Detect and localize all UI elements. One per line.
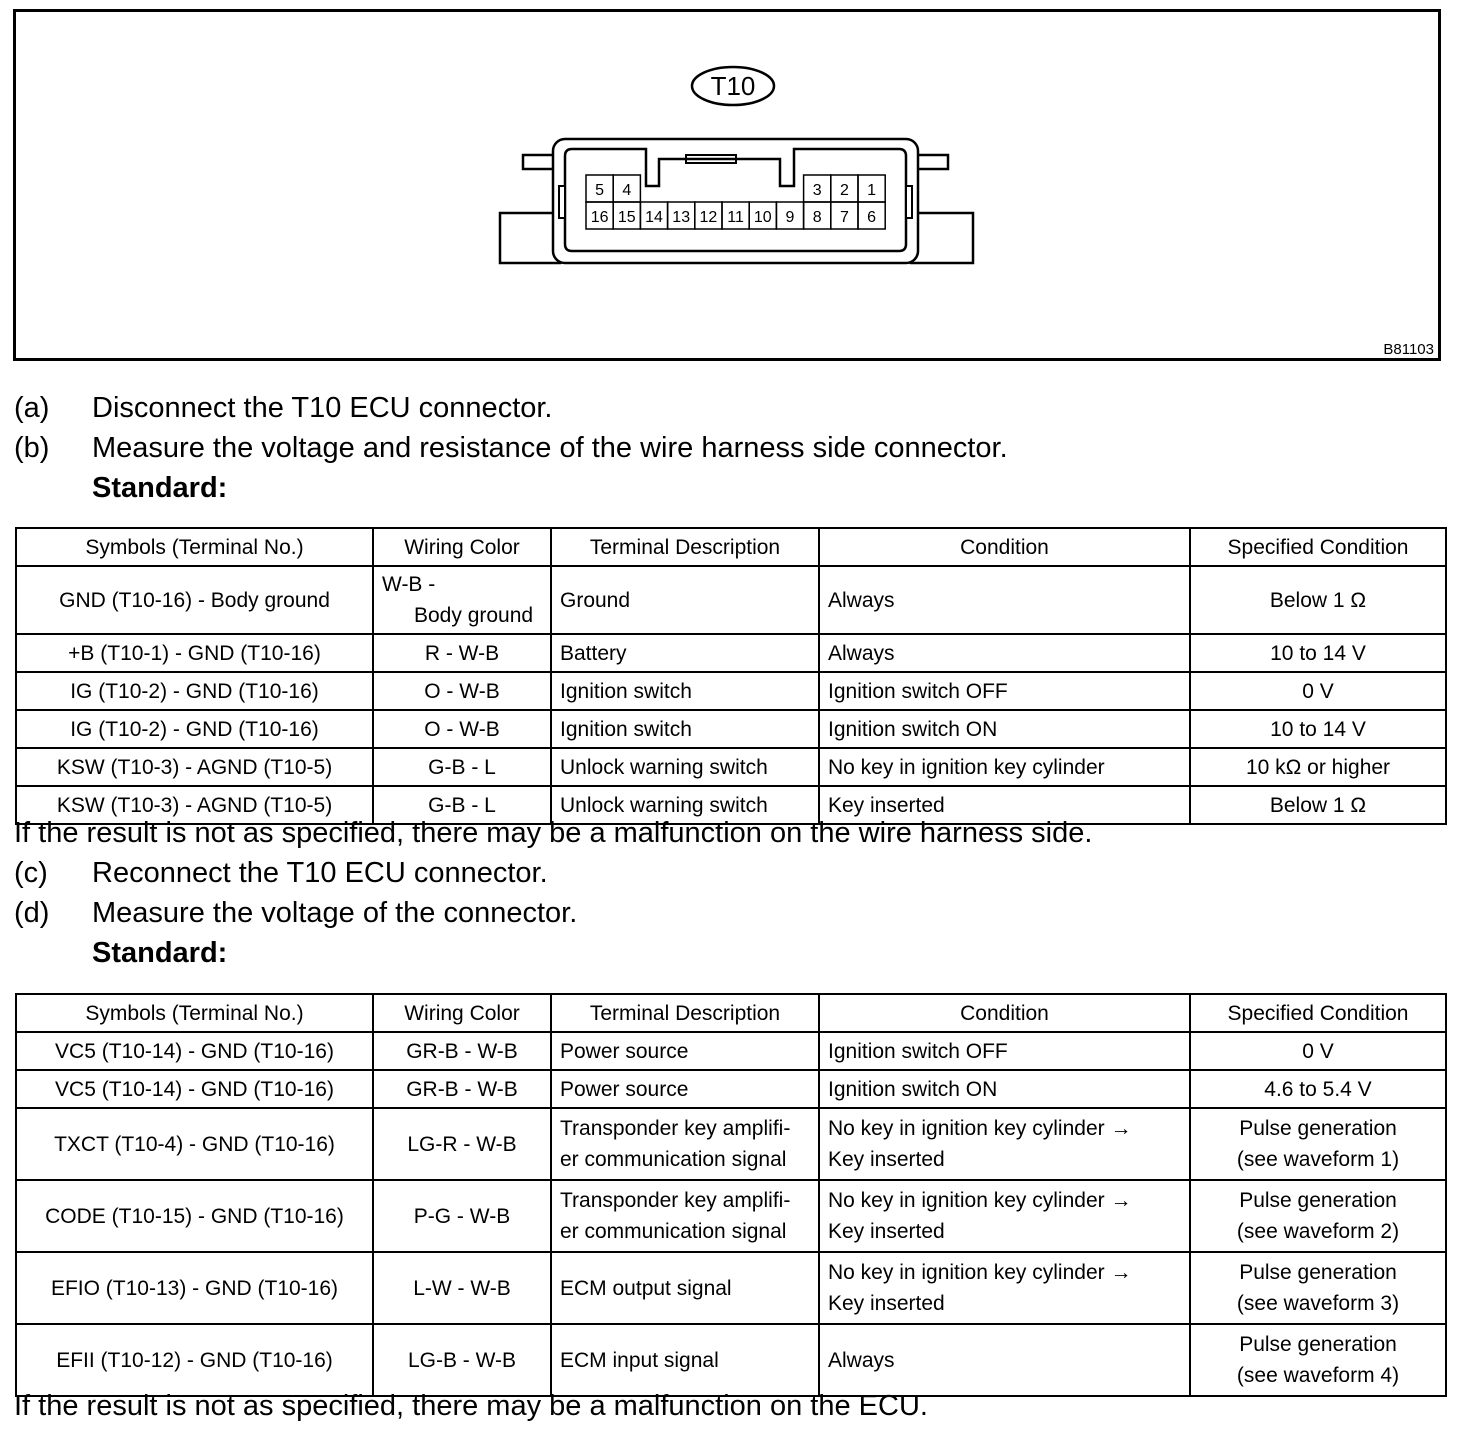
cell-spec-line2: (see waveform 3) bbox=[1236, 1292, 1400, 1315]
cell-symbol: IG (T10-2) - GND (T10-16) bbox=[16, 672, 373, 710]
cell-condition-line1: Ignition switch OFF bbox=[828, 1039, 1008, 1063]
cell-symbol: GND (T10-16) - Body ground bbox=[16, 566, 373, 634]
cell-symbol bbox=[16, 1180, 373, 1252]
step-c bbox=[14, 857, 548, 890]
pin-6: 6 bbox=[867, 209, 877, 226]
step-b-letter: (b) bbox=[14, 432, 50, 464]
cell-spec: Below 1 Ω bbox=[1190, 786, 1446, 824]
pin-14: 14 bbox=[645, 209, 663, 226]
cell-wiring-color-line1: W-B - bbox=[382, 573, 436, 596]
step-b-text: Measure the voltage and resistance of the wire harness side connector. bbox=[92, 432, 1008, 464]
header-condition: Condition bbox=[819, 994, 1190, 1032]
cell-condition-line1: No key in ignition key cylinder → bbox=[828, 1261, 1132, 1284]
cell-description: Ignition switch bbox=[551, 710, 819, 748]
table-header-row bbox=[16, 994, 1446, 1032]
cell-condition: Always bbox=[819, 634, 1190, 672]
cell-wiring-color bbox=[373, 1108, 551, 1180]
cell-symbol-line1: EFII (T10-12) - GND (T10-16) bbox=[56, 1348, 333, 1372]
cell-spec: Below 1 Ω bbox=[1190, 566, 1446, 634]
cell-spec-line2: (see waveform 4) bbox=[1236, 1364, 1400, 1387]
cell-description bbox=[551, 1180, 819, 1252]
connector-drawing bbox=[16, 12, 1438, 358]
cell-spec-line1: 0 V bbox=[1302, 1039, 1334, 1063]
cell-spec bbox=[1190, 1108, 1446, 1180]
standard-label-1: Standard: bbox=[92, 472, 228, 504]
pin-9: 9 bbox=[785, 209, 795, 226]
table-row bbox=[16, 672, 1446, 710]
cell-symbol-line1: VC5 (T10-14) - GND (T10-16) bbox=[55, 1077, 334, 1101]
cell-condition-line1: No key in ignition key cylinder → bbox=[828, 1117, 1132, 1140]
cell-description-line1: Transponder key amplifi- bbox=[560, 1117, 791, 1140]
cell-condition-line1: No key in ignition key cylinder → bbox=[828, 1189, 1132, 1212]
cell-description bbox=[551, 1252, 819, 1324]
cell-condition: Key inserted bbox=[819, 786, 1190, 824]
step-a-letter: (a) bbox=[14, 392, 50, 424]
cell-condition bbox=[819, 1032, 1190, 1070]
cell-symbol bbox=[16, 1324, 373, 1396]
cell-spec-line2: (see waveform 1) bbox=[1236, 1148, 1400, 1171]
pin-15: 15 bbox=[617, 209, 636, 226]
step-c-text: Reconnect the T10 ECU connector. bbox=[92, 857, 548, 889]
pin-13: 13 bbox=[672, 209, 691, 226]
cell-description-line2: er communication signal bbox=[560, 1220, 787, 1243]
pin-3: 3 bbox=[812, 182, 822, 199]
step-a bbox=[14, 392, 553, 425]
cell-spec: 10 kΩ or higher bbox=[1190, 748, 1446, 786]
step-c-letter: (c) bbox=[14, 857, 48, 889]
cell-wiring-color-line1: GR-B - W-B bbox=[406, 1077, 518, 1101]
left-wing bbox=[500, 213, 560, 263]
header-symbols: Symbols (Terminal No.) bbox=[16, 994, 373, 1032]
table-row bbox=[16, 1252, 1446, 1324]
ecu-voltage-table bbox=[15, 993, 1447, 1397]
header-specified-condition: Specified Condition bbox=[1190, 528, 1446, 566]
cell-wiring-color: O - W-B bbox=[373, 710, 551, 748]
cell-condition: No key in ignition key cylinder bbox=[819, 748, 1190, 786]
cell-spec bbox=[1190, 1032, 1446, 1070]
right-tab bbox=[916, 155, 948, 169]
harness-spec-table bbox=[15, 527, 1447, 825]
header-terminal-description: Terminal Description bbox=[551, 528, 819, 566]
cell-symbol: +B (T10-1) - GND (T10-16) bbox=[16, 634, 373, 672]
cell-condition: Always bbox=[819, 566, 1190, 634]
cell-condition-line1: Ignition switch ON bbox=[828, 1077, 998, 1101]
cell-wiring-color bbox=[373, 1252, 551, 1324]
cell-description-line1: Power source bbox=[560, 1039, 689, 1063]
cell-wiring-color bbox=[373, 1070, 551, 1108]
cell-spec-line1: Pulse generation bbox=[1239, 1117, 1397, 1140]
pin-2: 2 bbox=[839, 182, 849, 199]
cell-description bbox=[551, 1032, 819, 1070]
cell-spec bbox=[1190, 1324, 1446, 1396]
step-a-text: Disconnect the T10 ECU connector. bbox=[92, 392, 553, 424]
pin-11: 11 bbox=[727, 209, 744, 226]
table-row bbox=[16, 710, 1446, 748]
figure-code: B81103 bbox=[1383, 341, 1434, 358]
cell-spec bbox=[1190, 1070, 1446, 1108]
cell-wiring-color-line1: LG-B - W-B bbox=[407, 1348, 517, 1372]
table-row bbox=[16, 1324, 1446, 1396]
header-symbols: Symbols (Terminal No.) bbox=[16, 528, 373, 566]
cell-description-line1: ECM output signal bbox=[560, 1276, 732, 1300]
cell-symbol bbox=[16, 1070, 373, 1108]
cell-spec-line1: Pulse generation bbox=[1239, 1189, 1397, 1212]
standard-label-2: Standard: bbox=[92, 937, 228, 969]
right-wing bbox=[911, 213, 973, 263]
pin-10: 10 bbox=[753, 209, 772, 226]
cell-description: Ground bbox=[551, 566, 819, 634]
cell-condition bbox=[819, 1252, 1190, 1324]
cell-symbol bbox=[16, 1252, 373, 1324]
cell-description: Unlock warning switch bbox=[551, 786, 819, 824]
cell-spec: 10 to 14 V bbox=[1190, 634, 1446, 672]
cell-description-line1: ECM input signal bbox=[560, 1348, 719, 1372]
cell-condition: Ignition switch OFF bbox=[819, 672, 1190, 710]
cell-condition bbox=[819, 1324, 1190, 1396]
cell-wiring-color: G-B - L bbox=[373, 786, 551, 824]
cell-spec-line1: 4.6 to 5.4 V bbox=[1264, 1077, 1372, 1101]
cell-description-line2: er communication signal bbox=[560, 1148, 787, 1171]
step-d bbox=[14, 897, 577, 930]
table-row bbox=[16, 1032, 1446, 1070]
cell-wiring-color bbox=[373, 1180, 551, 1252]
cell-condition-line2: Key inserted bbox=[828, 1220, 945, 1243]
cell-condition bbox=[819, 1180, 1190, 1252]
cell-wiring-color bbox=[373, 1324, 551, 1396]
cell-condition bbox=[819, 1108, 1190, 1180]
connector-label: T10 bbox=[710, 71, 756, 101]
table-row bbox=[16, 748, 1446, 786]
cell-wiring-color-line1: GR-B - W-B bbox=[406, 1039, 518, 1063]
pin-4: 4 bbox=[622, 182, 632, 199]
cell-description bbox=[551, 1070, 819, 1108]
note-harness: If the result is not as specified, there may be a malfunction on the wire harness side. bbox=[14, 817, 1093, 849]
pin-8: 8 bbox=[812, 209, 822, 226]
cell-description: Battery bbox=[551, 634, 819, 672]
cell-spec: 10 to 14 V bbox=[1190, 710, 1446, 748]
table-row bbox=[16, 634, 1446, 672]
cell-wiring-color bbox=[373, 1032, 551, 1070]
cell-wiring-color-line2: Body ground bbox=[414, 604, 534, 627]
cell-description-line1: Transponder key amplifi- bbox=[560, 1189, 791, 1212]
header-specified-condition: Specified Condition bbox=[1190, 994, 1446, 1032]
cell-symbol-line1: VC5 (T10-14) - GND (T10-16) bbox=[55, 1039, 334, 1063]
step-d-letter: (d) bbox=[14, 897, 50, 929]
header-terminal-description: Terminal Description bbox=[551, 994, 819, 1032]
cell-symbol: KSW (T10-3) - AGND (T10-5) bbox=[16, 748, 373, 786]
note-ecu: If the result is not as specified, there may be a malfunction on the ECU. bbox=[14, 1390, 928, 1422]
cell-condition-line2: Key inserted bbox=[828, 1292, 945, 1315]
table-row bbox=[16, 1180, 1446, 1252]
cell-description: Unlock warning switch bbox=[551, 748, 819, 786]
cell-wiring-color: R - W-B bbox=[373, 634, 551, 672]
cell-wiring-color-line1: LG-R - W-B bbox=[407, 1132, 517, 1156]
header-condition: Condition bbox=[819, 528, 1190, 566]
cell-wiring-color: O - W-B bbox=[373, 672, 551, 710]
step-d-text: Measure the voltage of the connector. bbox=[92, 897, 578, 929]
cell-condition-line1: Always bbox=[828, 1348, 895, 1372]
cell-spec: 0 V bbox=[1190, 672, 1446, 710]
cell-symbol-line1: TXCT (T10-4) - GND (T10-16) bbox=[54, 1132, 335, 1156]
cell-spec-line2: (see waveform 2) bbox=[1236, 1220, 1400, 1243]
cell-description-line1: Power source bbox=[560, 1077, 689, 1101]
connector-figure bbox=[13, 9, 1441, 361]
left-latch bbox=[559, 186, 565, 218]
cell-wiring-color-line1: P-G - W-B bbox=[413, 1204, 511, 1228]
table-row bbox=[16, 1070, 1446, 1108]
cell-description bbox=[551, 1324, 819, 1396]
pin-7: 7 bbox=[839, 209, 849, 226]
cell-wiring-color-line1: L-W - W-B bbox=[413, 1276, 511, 1300]
cell-symbol-line1: EFIO (T10-13) - GND (T10-16) bbox=[50, 1276, 339, 1300]
cell-spec bbox=[1190, 1252, 1446, 1324]
cell-spec bbox=[1190, 1180, 1446, 1252]
cell-wiring-color bbox=[373, 566, 551, 634]
table-header-row bbox=[16, 528, 1446, 566]
cell-wiring-color: G-B - L bbox=[373, 748, 551, 786]
table-row bbox=[16, 1108, 1446, 1180]
cell-description bbox=[551, 1108, 819, 1180]
cell-condition bbox=[819, 1070, 1190, 1108]
table-row bbox=[16, 566, 1446, 634]
pin-12: 12 bbox=[699, 209, 718, 226]
pin-5: 5 bbox=[595, 182, 605, 199]
header-wiring-color: Wiring Color bbox=[373, 528, 551, 566]
step-b bbox=[14, 432, 1008, 465]
cell-symbol: KSW (T10-3) - AGND (T10-5) bbox=[16, 786, 373, 824]
right-latch bbox=[906, 186, 912, 218]
cell-symbol-line1: CODE (T10-15) - GND (T10-16) bbox=[45, 1204, 344, 1228]
pin-16: 16 bbox=[590, 209, 609, 226]
cell-spec-line1: Pulse generation bbox=[1239, 1261, 1397, 1284]
cell-symbol bbox=[16, 1032, 373, 1070]
cell-condition-line2: Key inserted bbox=[828, 1148, 945, 1171]
cell-symbol bbox=[16, 1108, 373, 1180]
cell-symbol: IG (T10-2) - GND (T10-16) bbox=[16, 710, 373, 748]
cell-spec-line1: Pulse generation bbox=[1239, 1333, 1397, 1356]
cell-condition: Ignition switch ON bbox=[819, 710, 1190, 748]
header-wiring-color: Wiring Color bbox=[373, 994, 551, 1032]
pin-1: 1 bbox=[867, 182, 877, 199]
cell-description: Ignition switch bbox=[551, 672, 819, 710]
